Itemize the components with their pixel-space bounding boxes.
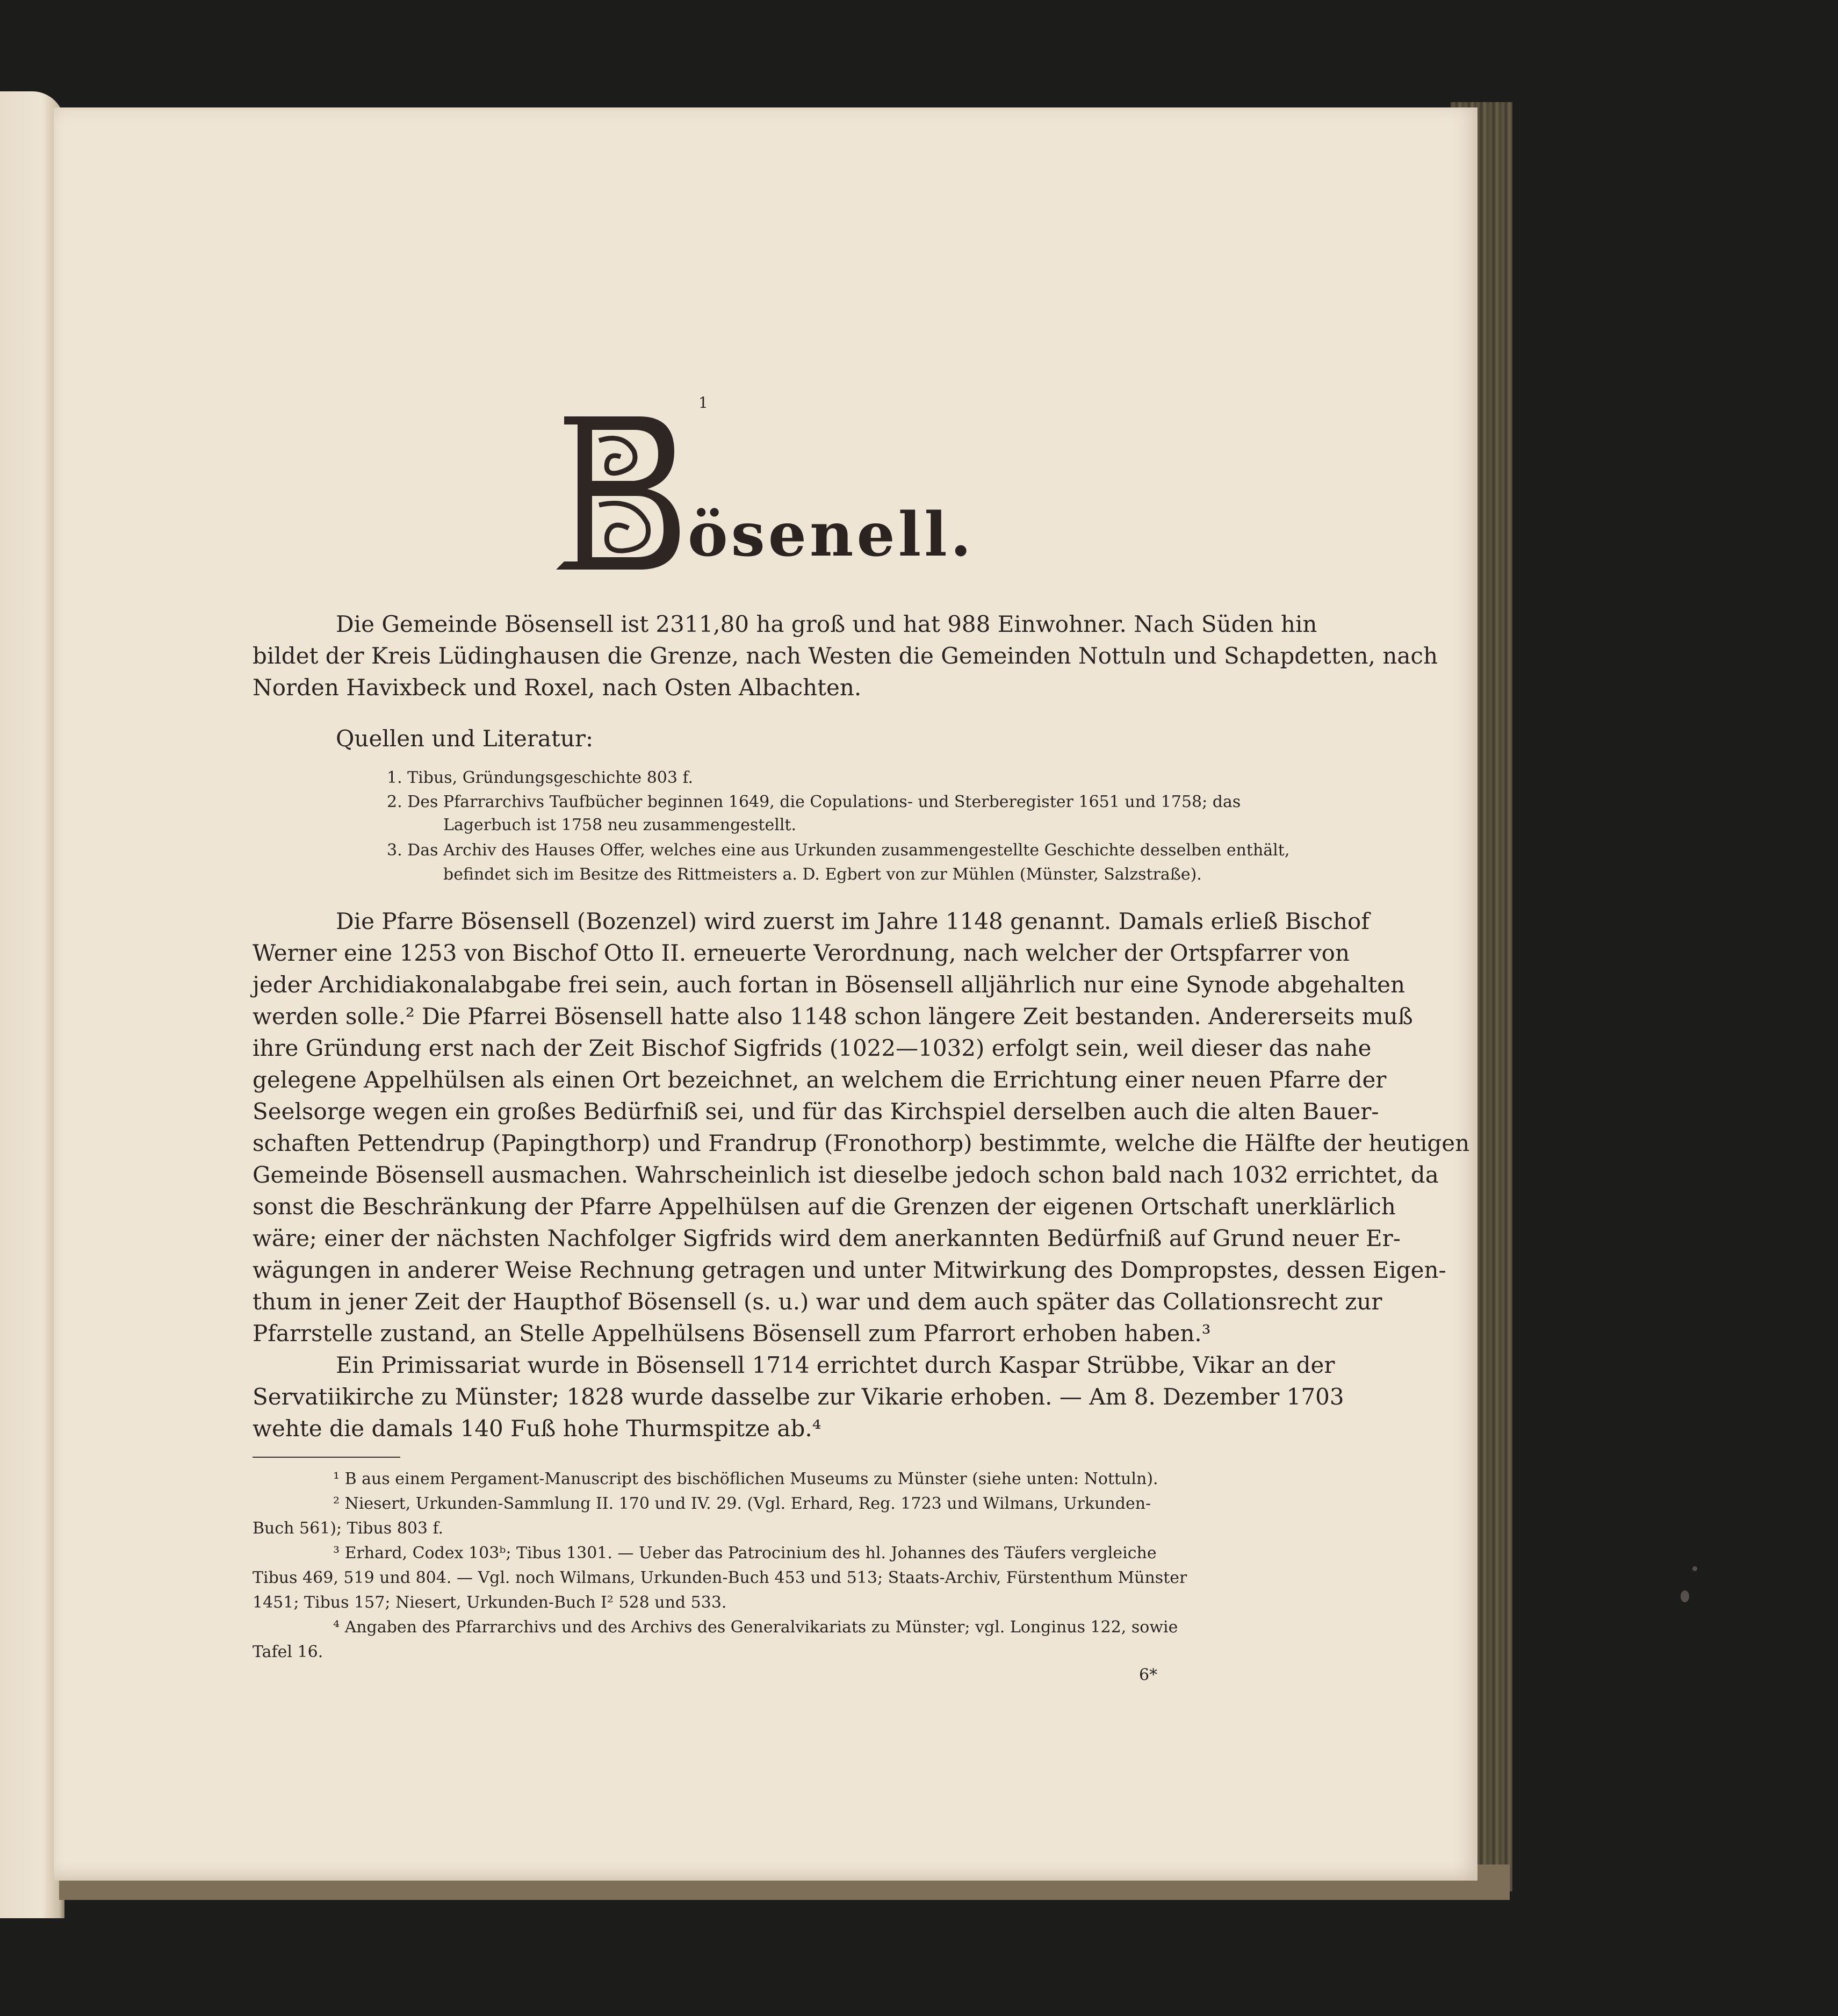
footnote-2: ² Niesert, Urkunden-Sammlung II. 170 und IV. 29. (Vgl. Erhard, Reg. 1723 und Wilmans, Urkunden-	[333, 1494, 1151, 1513]
body-line-17: wehte die damals 140 Fuß hohe Thurmspitze ab.⁴	[253, 1415, 821, 1442]
footnote-4: ⁴ Angaben des Pfarrarchivs und des Archivs des Generalvikariats zu Münster; vgl. Longinus 122, sowie	[333, 1618, 1178, 1637]
decorated-initial-b	[553, 400, 688, 578]
dust-speck	[1692, 1566, 1697, 1571]
footnote-rule	[253, 1457, 400, 1458]
body-line-15: Ein Primissariat wurde in Bösensell 1714 errichtet durch Kaspar Strübbe, Vikar an der	[336, 1352, 1335, 1378]
body-line-9: Gemeinde Bösensell ausmachen. Wahrscheinlich ist dieselbe jedoch schon bald nach 1032 errichtet, da	[253, 1162, 1439, 1188]
body-line-7: Seelsorge wegen ein großes Bedürfniß sei, und für das Kirchspiel derselben auch die alten Bauer-	[253, 1098, 1379, 1125]
body-line-6: gelegene Appelhülsen als einen Ort bezeichnet, an welchem die Errichtung einer neuen Pfarre der	[253, 1067, 1387, 1093]
body-line-12: wägungen in anderer Weise Rechnung getragen und unter Mitwirkung des Dompropstes, dessen Eigen-	[253, 1257, 1446, 1283]
title-text: ösenell.	[688, 500, 975, 570]
body-line-16: Servatiikirche zu Münster; 1828 wurde dasselbe zur Vikarie erhoben. — Am 8. Dezember 1703	[253, 1384, 1344, 1410]
intro-line-3: Norden Havixbeck und Roxel, nach Osten Albachten.	[253, 674, 862, 701]
body-line-4: werden solle.² Die Pfarrei Bösensell hatte also 1148 schon längere Zeit bestanden. Andererseits muß	[253, 1003, 1413, 1029]
footnote-3-cont-2: 1451; Tibus 157; Niesert, Urkunden-Buch I² 528 und 533.	[253, 1593, 727, 1612]
footnote-2-cont: Buch 561); Tibus 803 f.	[253, 1519, 444, 1538]
intro-line-2: bildet der Kreis Lüdinghausen die Grenze, nach Westen die Gemeinden Nottuln und Schapdetten, nach	[253, 643, 1438, 669]
body-line-11: wäre; einer der nächsten Nachfolger Sigfrids wird dem anerkannten Bedürfniß auf Grund neuer Er-	[253, 1225, 1401, 1251]
intro-line-1: Die Gemeinde Bösensell ist 2311,80 ha groß und hat 988 Einwohner. Nach Süden hin	[336, 611, 1317, 637]
body-line-13: thum in jener Zeit der Haupthof Bösensell (s. u.) war und dem auch später das Collationsrecht zur	[253, 1288, 1382, 1315]
signature-mark: 6*	[1139, 1666, 1158, 1684]
source-line-5: befindet sich im Besitze des Rittmeisters a. D. Egbert von zur Mühlen (Münster, Salzstraße).	[443, 865, 1202, 884]
source-line-3: Lagerbuch ist 1758 neu zusammengestellt.	[443, 816, 797, 834]
footnote-4-cont: Tafel 16.	[253, 1643, 323, 1661]
source-line-1: 1. Tibus, Gründungsgeschichte 803 f.	[387, 768, 694, 787]
chapter-heading	[553, 394, 975, 578]
body-line-10: sonst die Beschränkung der Pfarre Appelhülsen auf die Grenzen der eigenen Ortschaft unerklärlich	[253, 1193, 1396, 1220]
body-line-5: ihre Gründung erst nach der Zeit Bischof Sigfrids (1022—1032) erfolgt sein, weil dieser das nahe	[253, 1035, 1372, 1061]
footnote-3: ³ Erhard, Codex 103ᵇ; Tibus 1301. — Ueber das Patrocinium des hl. Johannes des Täufers vergleiche	[333, 1544, 1157, 1563]
body-line-1: Die Pfarre Bösensell (Bozenzel) wird zuerst im Jahre 1148 genannt. Damals erließ Bischof	[336, 908, 1370, 934]
body-line-14: Pfarrstelle zustand, an Stelle Appelhülsens Bösensell zum Pfarrort erhoben haben.³	[253, 1320, 1211, 1347]
footnote-1: ¹ B aus einem Pergament-Manuscript des bischöflichen Museums zu Münster (siehe unten: Nottuln).	[333, 1470, 1158, 1488]
source-line-2: 2. Des Pfarrarchivs Taufbücher beginnen 1649, die Copulations- und Sterberegister 1651 und 1758; das	[387, 793, 1241, 811]
body-line-8: schaften Pettendrup (Papingthorp) und Frandrup (Fronothorp) bestimmte, welche die Hälfte der heutigen	[253, 1130, 1470, 1156]
source-line-4: 3. Das Archiv des Hauses Offer, welches eine aus Urkunden zusammengestellte Geschichte desselben enthält,	[387, 841, 1290, 860]
sources-heading: Quellen und Literatur:	[336, 725, 594, 752]
body-line-2: Werner eine 1253 von Bischof Otto II. erneuerte Verordnung, nach welcher der Ortspfarrer von	[253, 940, 1350, 966]
footnote-3-cont: Tibus 469, 519 und 804. — Vgl. noch Wilmans, Urkunden-Buch 453 und 513; Staats-Archiv, Fürstenthum Münster	[253, 1568, 1187, 1587]
title-footnote-marker: 1	[698, 394, 708, 412]
dust-speck	[1681, 1590, 1689, 1602]
body-line-3: jeder Archidiakonalabgabe frei sein, auch fortan in Bösensell alljährlich nur eine Synode abgehalten	[253, 971, 1405, 998]
